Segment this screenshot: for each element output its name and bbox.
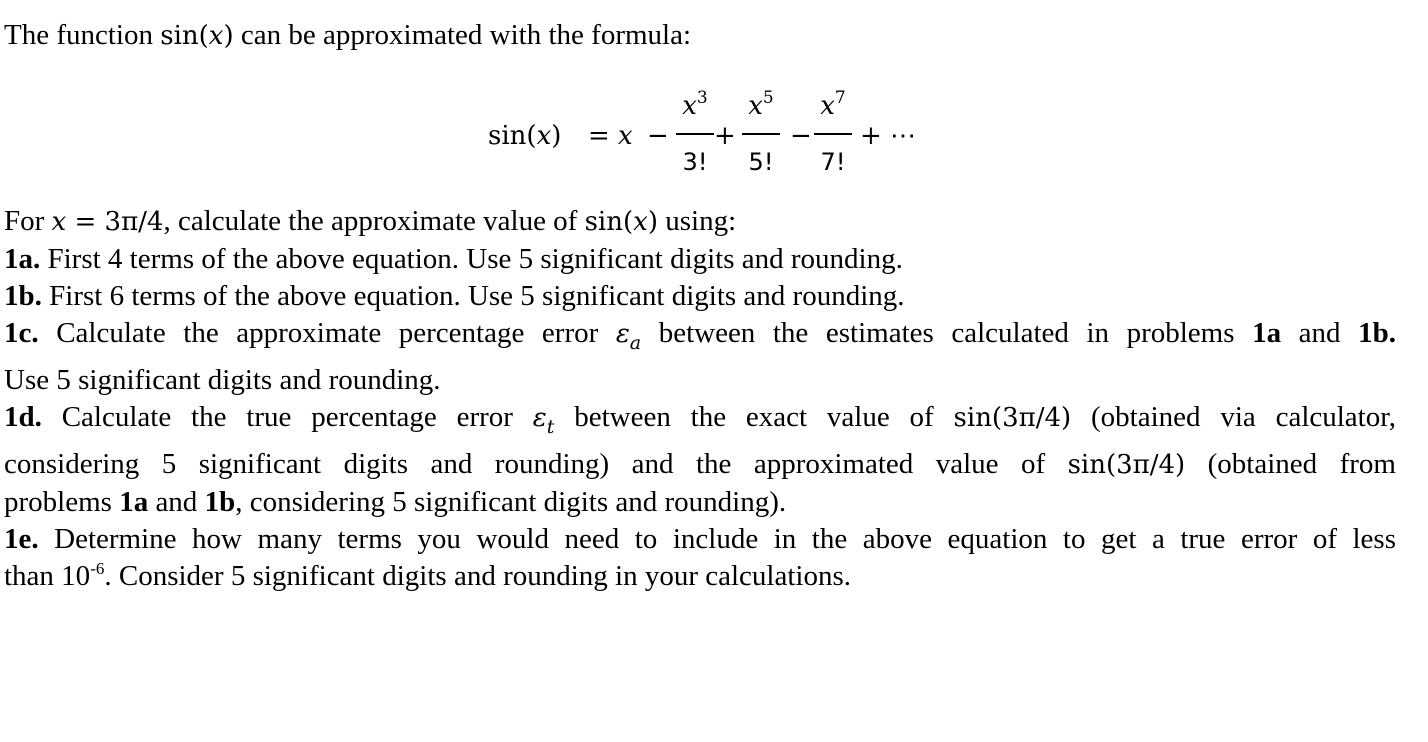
formula-equals: = [588, 121, 610, 151]
task-var: x [633, 207, 648, 237]
problem-1b-label: 1b. [4, 280, 42, 312]
problem-1d-sin-expr-1: sin(3π/4) [953, 402, 1072, 433]
task-for: For [4, 205, 52, 237]
problem-1d-line-2 [4, 446, 1396, 484]
intro-text-before: The function [4, 19, 161, 51]
problem-1a-label: 1a. [4, 243, 41, 275]
term5-exponent: 5 [762, 88, 774, 108]
problem-1d-text-a: Calculate the true percentage error [41, 400, 533, 433]
problem-1e-text-b: than 10 [4, 559, 91, 592]
problem-1d-epsilon: ε [532, 402, 547, 433]
formula-lhs-close: ) [551, 121, 562, 151]
problem-1a-text: First 4 terms of the above equation. Use 5 significant digits and rounding. [40, 243, 903, 275]
intro-sin-fn: sin [160, 21, 199, 51]
problem-1d-and: and [148, 485, 205, 518]
term7-fraction-bar [814, 133, 852, 135]
problem-1c-and: and [1281, 317, 1359, 349]
formula-minus-2: − [790, 121, 812, 151]
problem-1b-text: First 6 terms of the above equation. Use 5 significant digits and rounding. [41, 280, 905, 312]
problem-1d-label: 1d. [4, 400, 42, 433]
intro-var-x: x [208, 21, 224, 51]
formula-first-term: x [618, 121, 633, 151]
term5-numerator [738, 88, 784, 125]
task-open: ( [623, 207, 634, 237]
problem-1a [4, 241, 1396, 278]
intro-text-after: can be approximated with the formula: [233, 19, 692, 51]
problem-1d-line-3 [4, 484, 1396, 521]
problem-1e-text-c: . Consider 5 significant digits and rounding in your calculations. [104, 559, 851, 592]
term3-base: x [682, 91, 697, 121]
intro-paren-close: ) [223, 21, 234, 51]
task-value: 3π/4 [104, 207, 164, 237]
term5-base: x [748, 91, 763, 121]
formula-plus-1: + [714, 121, 736, 151]
problem-1c-label: 1c. [4, 317, 39, 349]
problem-1c-ref-1a: 1a [1252, 317, 1282, 349]
term3-exponent: 3 [696, 88, 708, 108]
term7-exponent: 7 [834, 88, 846, 108]
term3-denominator: 3! [682, 148, 708, 176]
problem-1d-text-c: (obtained via calculator, [1071, 400, 1396, 433]
formula-tail: + ⋯ [860, 121, 917, 151]
problem-1e-line-2 [4, 558, 1396, 595]
problem-1c-text-b: between the estimates calculated in problems [641, 317, 1253, 349]
task-sin-fn: sin [584, 207, 623, 237]
term3-fraction-bar [676, 133, 714, 135]
formula-lhs-var: x [536, 121, 552, 151]
term3-numerator [672, 88, 718, 125]
term7-base: x [820, 91, 835, 121]
task-close: ) [647, 207, 658, 237]
problem-1c-text-a: Calculate the approximate percentage error [38, 317, 616, 349]
formula-lhs [488, 118, 561, 155]
problem-1d-text-f: problems [4, 485, 120, 518]
problem-1c-epsilon-subscript: a [629, 331, 642, 354]
problem-1e-exponent: -6 [90, 558, 105, 578]
problem-1d-text-d: considering 5 significant digits and rounding) and the approximated value of [4, 447, 1068, 480]
problem-statement [4, 203, 1396, 595]
problem-1e-label: 1e. [4, 522, 39, 555]
problem-1d-sin-expr-2: sin(3π/4) [1067, 449, 1186, 480]
problem-1c-epsilon: ε [615, 319, 630, 349]
problem-1b [4, 278, 1396, 315]
problem-1c-line-1 [4, 315, 1396, 362]
task-line [4, 203, 1396, 241]
intro-line [4, 17, 691, 55]
intro-paren-open: ( [198, 21, 209, 51]
formula-sin-fn: sin [488, 121, 527, 151]
problem-1e-text-a: Determine how many terms you would need to include in the above equation to get a true error of less [38, 522, 1396, 555]
problem-1d-ref-1b: 1b [204, 485, 236, 518]
term7-denominator: 7! [820, 148, 846, 176]
task-var-x: x [51, 207, 67, 237]
problem-1d-text-g: , considering 5 significant digits and rounding). [235, 485, 787, 518]
problem-1d-text-b: between the exact value of [554, 400, 954, 433]
problem-1c-ref-1b: 1b [1358, 317, 1389, 349]
term7-numerator [810, 88, 856, 125]
formula-minus-1: − [647, 121, 669, 151]
problem-1c-dot: . [1388, 317, 1396, 349]
problem-1d-line-1 [4, 399, 1396, 446]
task-rest-a: , calculate the approximate value of [163, 205, 585, 237]
problem-1d-ref-1a: 1a [119, 485, 149, 518]
term5-fraction-bar [742, 133, 780, 135]
problem-1d-text-e: (obtained from [1185, 447, 1396, 480]
task-rest-b: using: [657, 205, 737, 237]
problem-1d-epsilon-subscript: t [546, 415, 555, 438]
problem-1e-line-1 [4, 521, 1396, 558]
problem-1c-line-2: Use 5 significant digits and rounding. [4, 363, 441, 396]
task-equals: = [66, 207, 105, 237]
term5-denominator: 5! [748, 148, 774, 176]
formula-lhs-open: ( [526, 121, 537, 151]
